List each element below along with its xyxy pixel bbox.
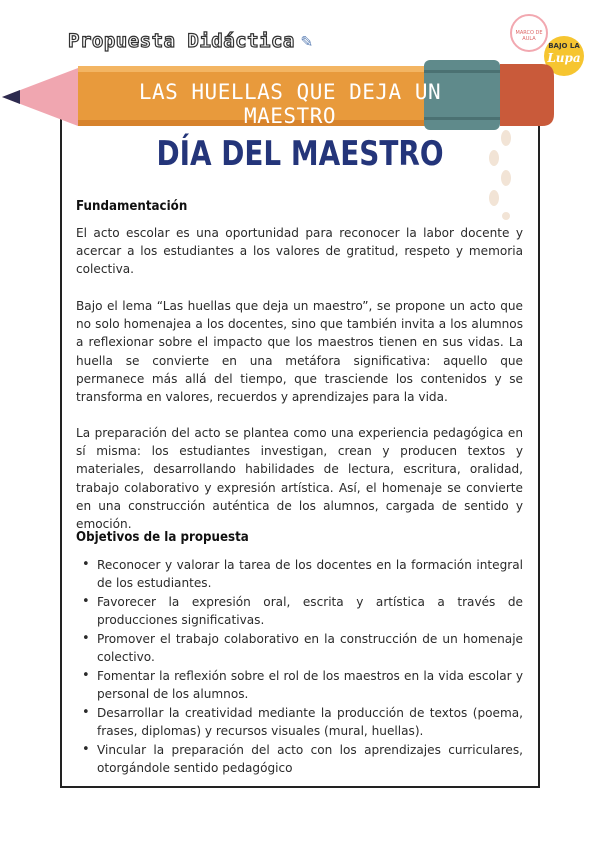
- paragraph-3: La preparación del acto se plantea como una experiencia pedagógica en sí misma: los estudiantes investigan, crean y producen textos y materiales, desarrollando habilidades de lectura, escritura, oralidad, trabajo colaborativo y expresión artística. Así, el homenaje se convierte en una construcción auténtica de los alumnos, cargada de sentido y emoción.: [76, 426, 523, 532]
- banner-title: LAS HUELLAS QUE DEJA UN MAESTRO: [138, 80, 442, 128]
- list-item: • Vincular la preparación del acto con los aprendizajes curriculares, otorgándole sentido pedagógico: [82, 742, 523, 776]
- list-item: • Desarrollar la creatividad mediante la producción de textos (poema, frases, diplomas) y recursos visuales (mural, huellas).: [82, 705, 523, 739]
- list-item: • Promover el trabajo colaborativo en la construcción de un homenaje colectivo.: [82, 631, 523, 665]
- page-title: DÍA DEL MAESTRO: [156, 134, 444, 174]
- paragraph-2: Bajo el lema “Las huellas que deja un maestro”, se propone un acto que no solo homenajea a los docentes, sino que también invita a los alumnos a reflexionar sobre el impacto que los maestros tienen en sus vidas. La huella se convierte en una metáfora significativa: aquello que permanece más allá del tiempo, que trasciende los contenidos y se transforma en valores, recuerdos y aprendizajes para la vida.: [76, 299, 523, 405]
- fundamentacion-heading: Fundamentación: [76, 198, 188, 214]
- objetivos-list: [76, 556, 523, 778]
- objetivos-heading: Objetivos de la propuesta: [76, 529, 249, 545]
- list-item: • Reconocer y valorar la tarea de los docentes en la formación integral de los estudiantes.: [82, 557, 523, 591]
- header-label: Propuesta Didáctica ✎: [68, 30, 313, 52]
- paragraph-1: El acto escolar es una oportunidad para reconocer la labor docente y acercar a los estudiantes a los valores de gratitud, respeto y memoria colectiva.: [76, 226, 523, 277]
- logo-bajo-la-lupa: BAJO LA Lupa: [544, 36, 584, 76]
- pencil-lead: [2, 90, 20, 104]
- list-item: • Fomentar la reflexión sobre el rol de los maestros en la vida escolar y personal de los alumnos.: [82, 668, 523, 702]
- pencil-icon: ✎: [300, 30, 313, 52]
- pencil-eraser: [500, 64, 554, 126]
- list-item: • Favorecer la expresión oral, escrita y artística a través de producciones significativas.: [82, 594, 523, 628]
- logo-school: MARCO DE AULA: [510, 14, 548, 52]
